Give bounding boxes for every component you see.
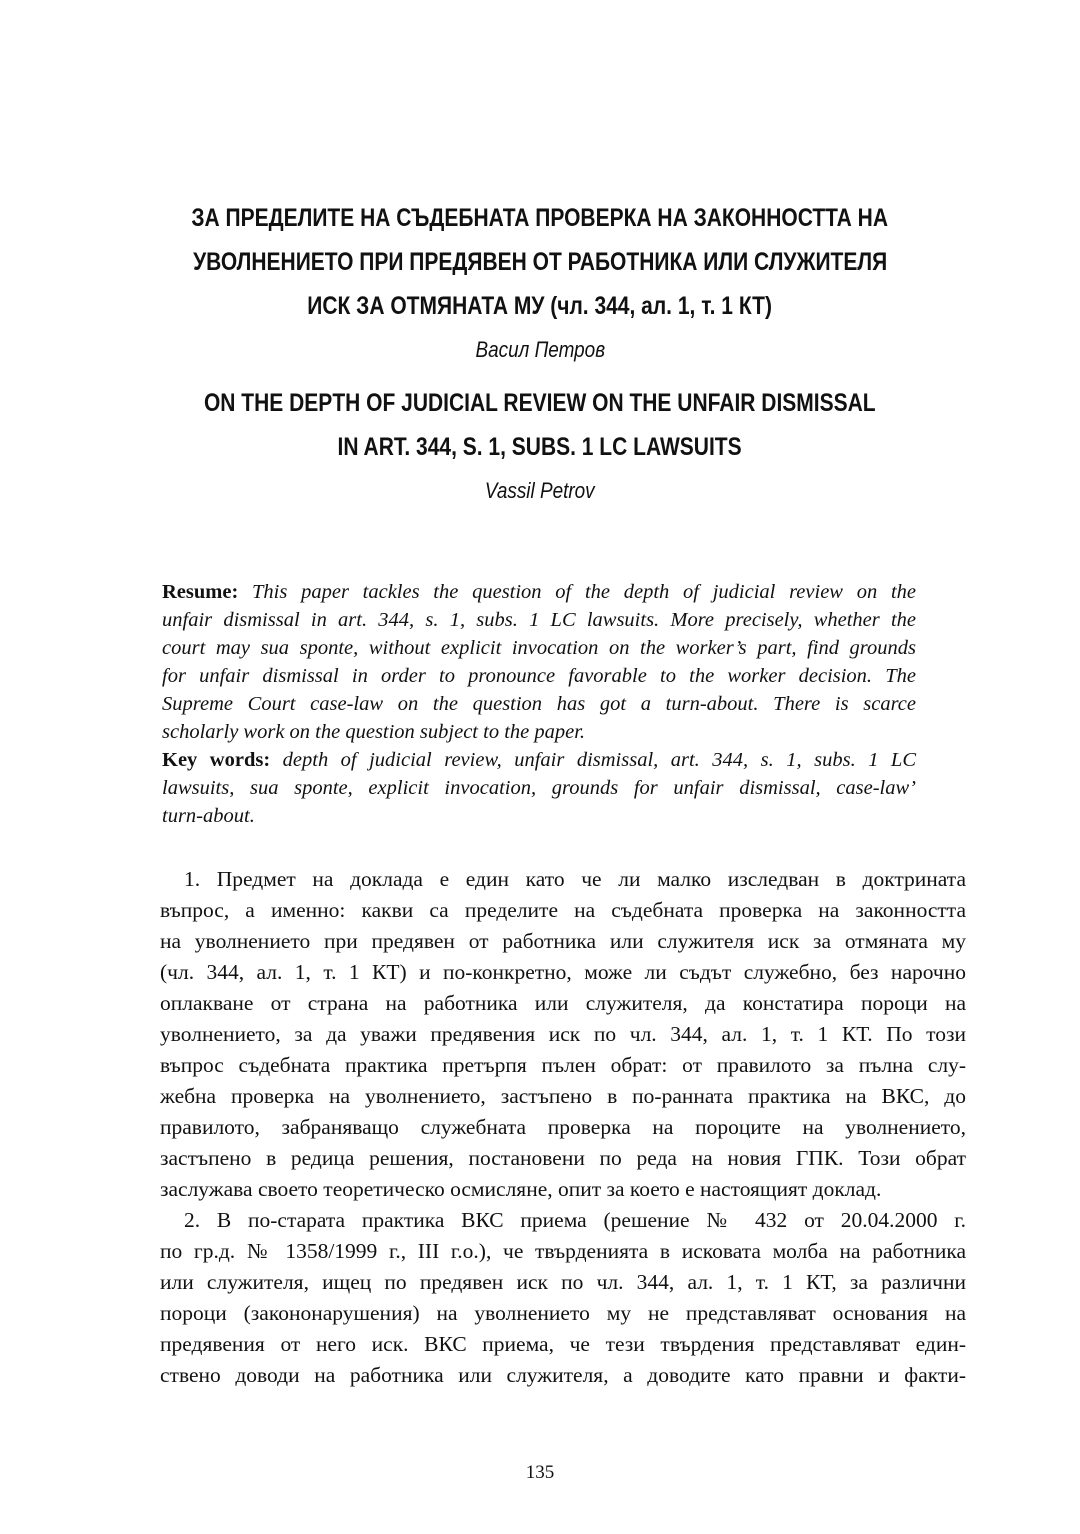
paragraph-line: по гр.д. № 1358/1999 г., III г.о.), че твърденията в исковата молба на работника — [160, 1239, 966, 1263]
paragraph-line: застъпено в редица решения, постановени по реда на новия ГПК. Този обрат — [160, 1146, 966, 1170]
title-bg-line: ИСК ЗА ОТМЯНАТА МУ (чл. 344, ал. 1, т. 1 КТ) — [307, 292, 773, 320]
paragraph-line: предявения от него иск. ВКС приема, че тези твърдения представляват един- — [160, 1332, 966, 1356]
author-bg: Васил Петров — [475, 337, 605, 362]
paragraph-line: оплакване от страна на работника или служителя, да констатира пороци на — [160, 991, 966, 1015]
paragraph-line: въпрос съдебната практика претърпя пълен обрат: от правилото за пълна слу- — [160, 1053, 966, 1077]
title-bg-line: УВОЛНЕНИЕТО ПРИ ПРЕДЯВЕН ОТ РАБОТНИКА ИЛИ СЛУЖИТЕЛЯ — [192, 248, 888, 276]
paragraph-line: ствено доводи на работника или служителя, а доводите като правни и факти- — [160, 1363, 966, 1387]
resume-line: for unfair dismissal in order to pronounce favorable to the worker decision. The — [162, 665, 916, 687]
title-en — [0, 381, 1080, 513]
keywords-label: Key words: — [162, 749, 271, 771]
title-bg-line: ЗА ПРЕДЕЛИТЕ НА СЪДЕБНАТА ПРОВЕРКА НА ЗАКОННОСТТА НА — [191, 204, 889, 232]
paragraph-line: уволнението, за да уважи предявения иск по чл. 344, ал. 1, т. 1 КТ. По този — [160, 1022, 966, 1046]
page-number: 135 — [525, 1462, 555, 1483]
abstract — [162, 578, 916, 830]
resume-line: scholarly work on the question subject to the paper. — [162, 721, 586, 743]
paragraph-line: 2. В по-старата практика ВКС приема (решение № 432 от 20.04.2000 г. — [184, 1208, 966, 1232]
title-en-line: ON THE DEPTH OF JUDICIAL REVIEW ON THE UNFAIR DISMISSAL — [204, 389, 876, 417]
resume-label: Resume: — [162, 581, 239, 603]
paragraph-line: на уволнението при предявен от работника или служителя иск за отмяната му — [160, 929, 966, 953]
keywords-line: turn-about. — [162, 805, 255, 827]
paragraph-line: въпрос, а именно: какви са пределите на съдебната проверка на законността — [160, 898, 966, 922]
resume-line: unfair dismissal in art. 344, s. 1, subs. 1 LC lawsuits. More precisely, whether the — [162, 609, 916, 631]
body-text — [160, 864, 966, 1391]
paragraph-line: жебна проверка на уволнението, застъпено в по-ранната практика на ВКС, до — [160, 1084, 966, 1108]
resume-line: court may sua sponte, without explicit invocation on the worker’s part, find grounds — [162, 637, 916, 659]
title-en-line: IN ART. 344, S. 1, SUBS. 1 LC LAWSUITS — [337, 433, 743, 461]
title-bg — [0, 196, 1080, 372]
paragraph-line: 1. Предмет на доклада е един като че ли малко изследван в доктрината — [184, 867, 966, 891]
paragraph-line: правилото, забраняващо служебната проверка на пороците на уволнението, — [160, 1115, 966, 1139]
paragraph-line: (чл. 344, ал. 1, т. 1 КТ) и по-конкретно, може ли съдът служебно, без нарочно — [160, 960, 966, 984]
author-en: Vassil Petrov — [485, 478, 595, 503]
keywords-line: Key words: depth of judicial review, unfair dismissal, art. 344, s. 1, subs. 1 LC — [162, 749, 917, 771]
paragraph-line: заслужава своето теоретическо осмисляне, опит за което е настоящият доклад. — [160, 1177, 882, 1201]
resume-line: Supreme Court case-law on the question has got a turn-about. There is scarce — [162, 693, 916, 715]
paragraph-line: пороци (закононарушения) на уволнението му не представляват основания на — [160, 1301, 966, 1325]
paragraph-line: или служителя, ищец по предявен иск по чл. 344, ал. 1, т. 1 КТ, за различни — [160, 1270, 966, 1294]
resume-line: Resume: This paper tackles the question of the depth of judicial review on the — [162, 581, 916, 603]
keywords-line: lawsuits, sua sponte, explicit invocation, grounds for unfair dismissal, case-law’ — [162, 777, 916, 799]
